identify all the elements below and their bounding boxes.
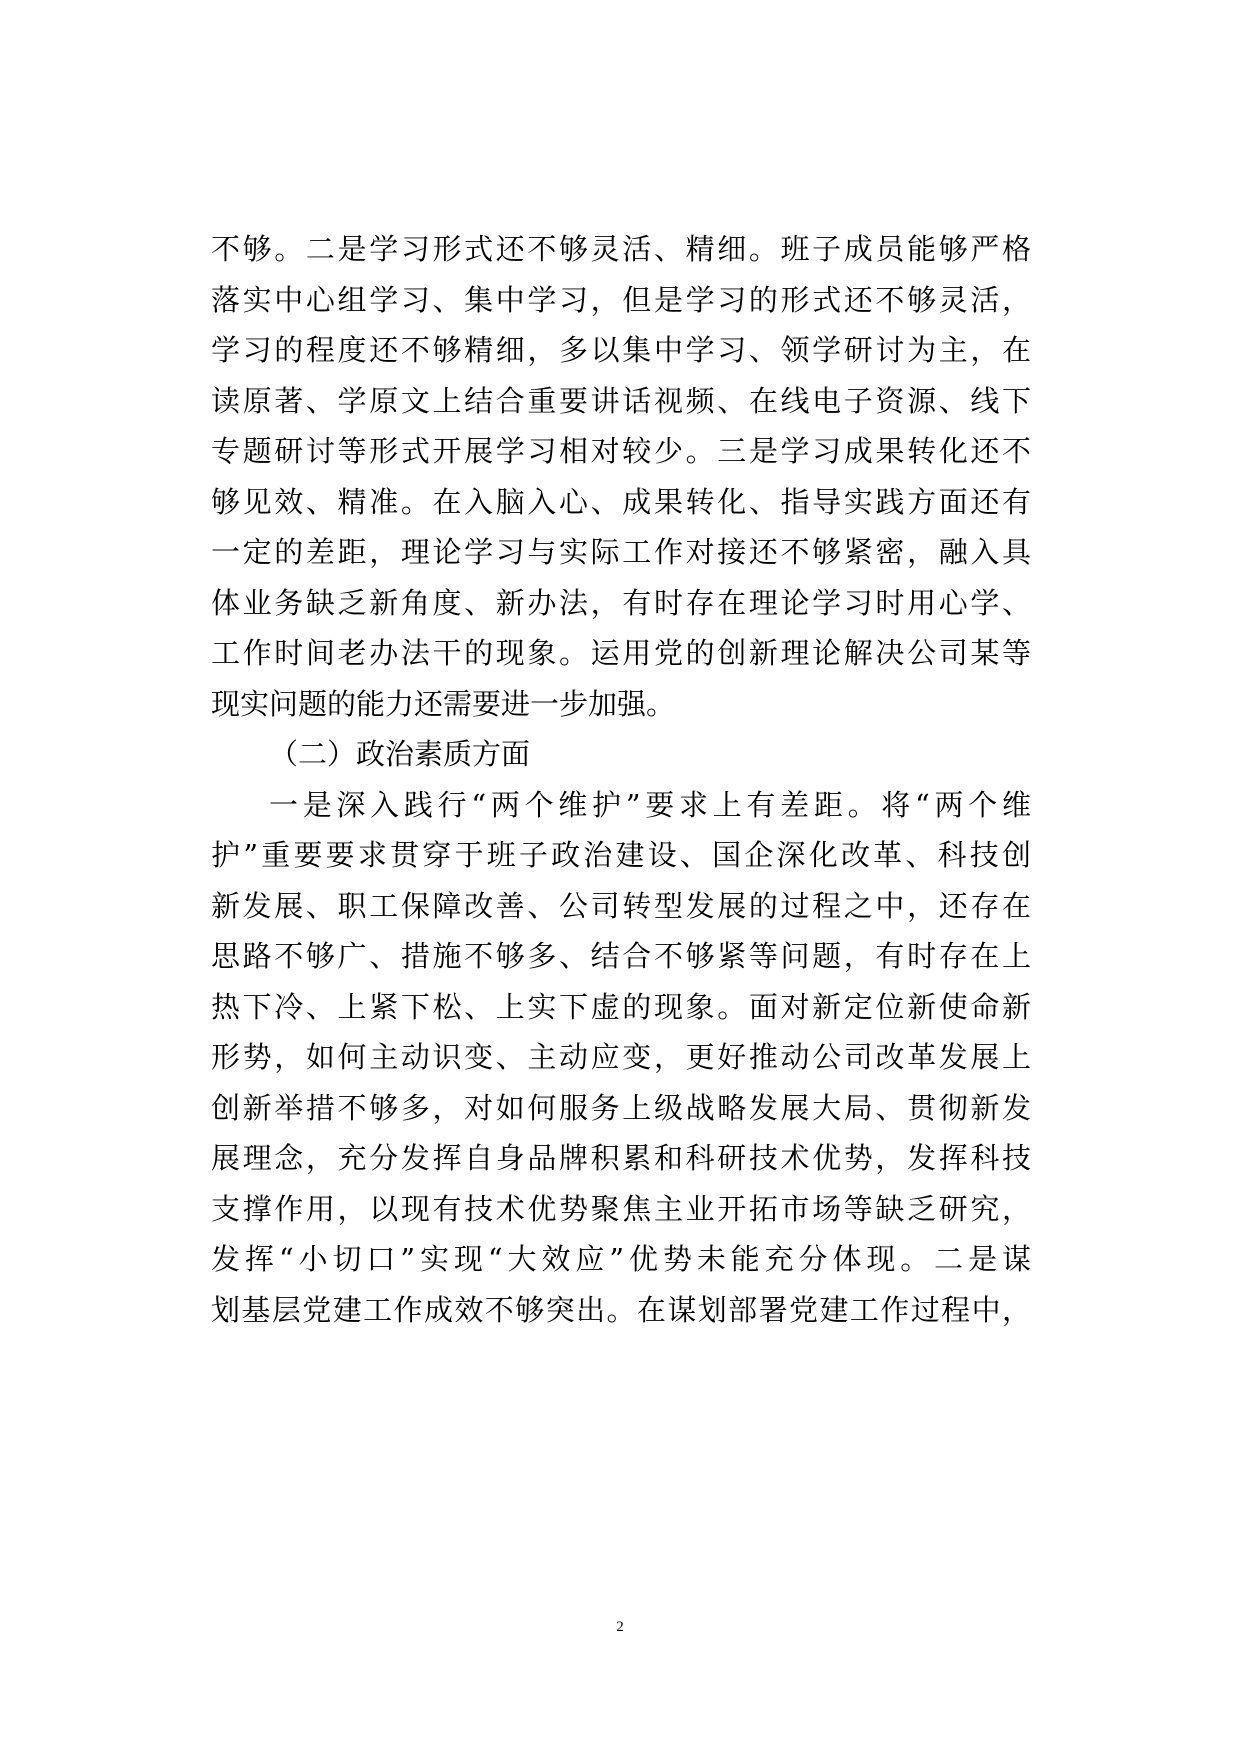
text-line: 划基层党建工作成效不够突出。在谋划部署党建工作过程中， [211,1292,1031,1327]
text-line: 发挥“小切口”实现“大效应”优势未能充分体现。二是谋 [211,1242,1031,1276]
page-number: 2 [616,1619,624,1635]
text-line: 不够。二是学习形式还不够灵活、精细。班子成员能够严格 [211,232,1031,266]
text-line: 够见效、精准。在入脑入心、成果转化、指导实践方面还有 [211,484,1031,519]
text-line: 形势，如何主动识变、主动应变，更好推动公司改革发展上 [211,1040,1031,1074]
text-line: 专题研讨等形式开展学习相对较少。三是学习成果转化还不 [211,434,1031,468]
text-line: 新发展、职工保障改善、公司转型发展的过程之中，还存在 [211,888,1031,923]
text-line: 读原著、学原文上结合重要讲话视频、在线电子资源、线下 [211,383,1031,418]
text-line: 现实问题的能力还需要进一步加强。 [211,686,676,721]
text-line: 创新举措不够多，对如何服务上级战略发展大局、贯彻新发 [211,1090,1031,1125]
text-line: 护”重要要求贯穿于班子政治建设、国企深化改革、科技创 [211,838,1031,872]
text-line: 思路不够广、措施不够多、结合不够紧等问题，有时存在上 [211,939,1031,973]
body-text [211,224,1031,1335]
text-line: 热下冷、上紧下松、上实下虚的现象。面对新定位新使命新 [211,989,1031,1024]
text-line: 展理念，充分发挥自身品牌积累和科研技术优势，发挥科技 [211,1141,1031,1175]
text-line: 体业务缺乏新角度、新办法，有时存在理论学习时用心学、 [211,585,1031,620]
text-line: 工作时间老办法干的现象。运用党的创新理论解决公司某等 [211,636,1031,670]
text-line: 一是深入践行“两个维护”要求上有差距。将“两个维 [269,787,1031,822]
text-line: 学习的程度还不够精细，多以集中学习、领学研讨为主，在 [211,333,1031,367]
text-line: 一定的差距，理论学习与实际工作对接还不够紧密，融入具 [211,535,1031,569]
text-line: 落实中心组学习、集中学习，但是学习的形式还不够灵活， [211,282,1031,317]
text-line: 支撑作用，以现有技术优势聚焦主业开拓市场等缺乏研究， [211,1191,1031,1226]
section-heading: （二）政治素质方面 [269,737,531,771]
